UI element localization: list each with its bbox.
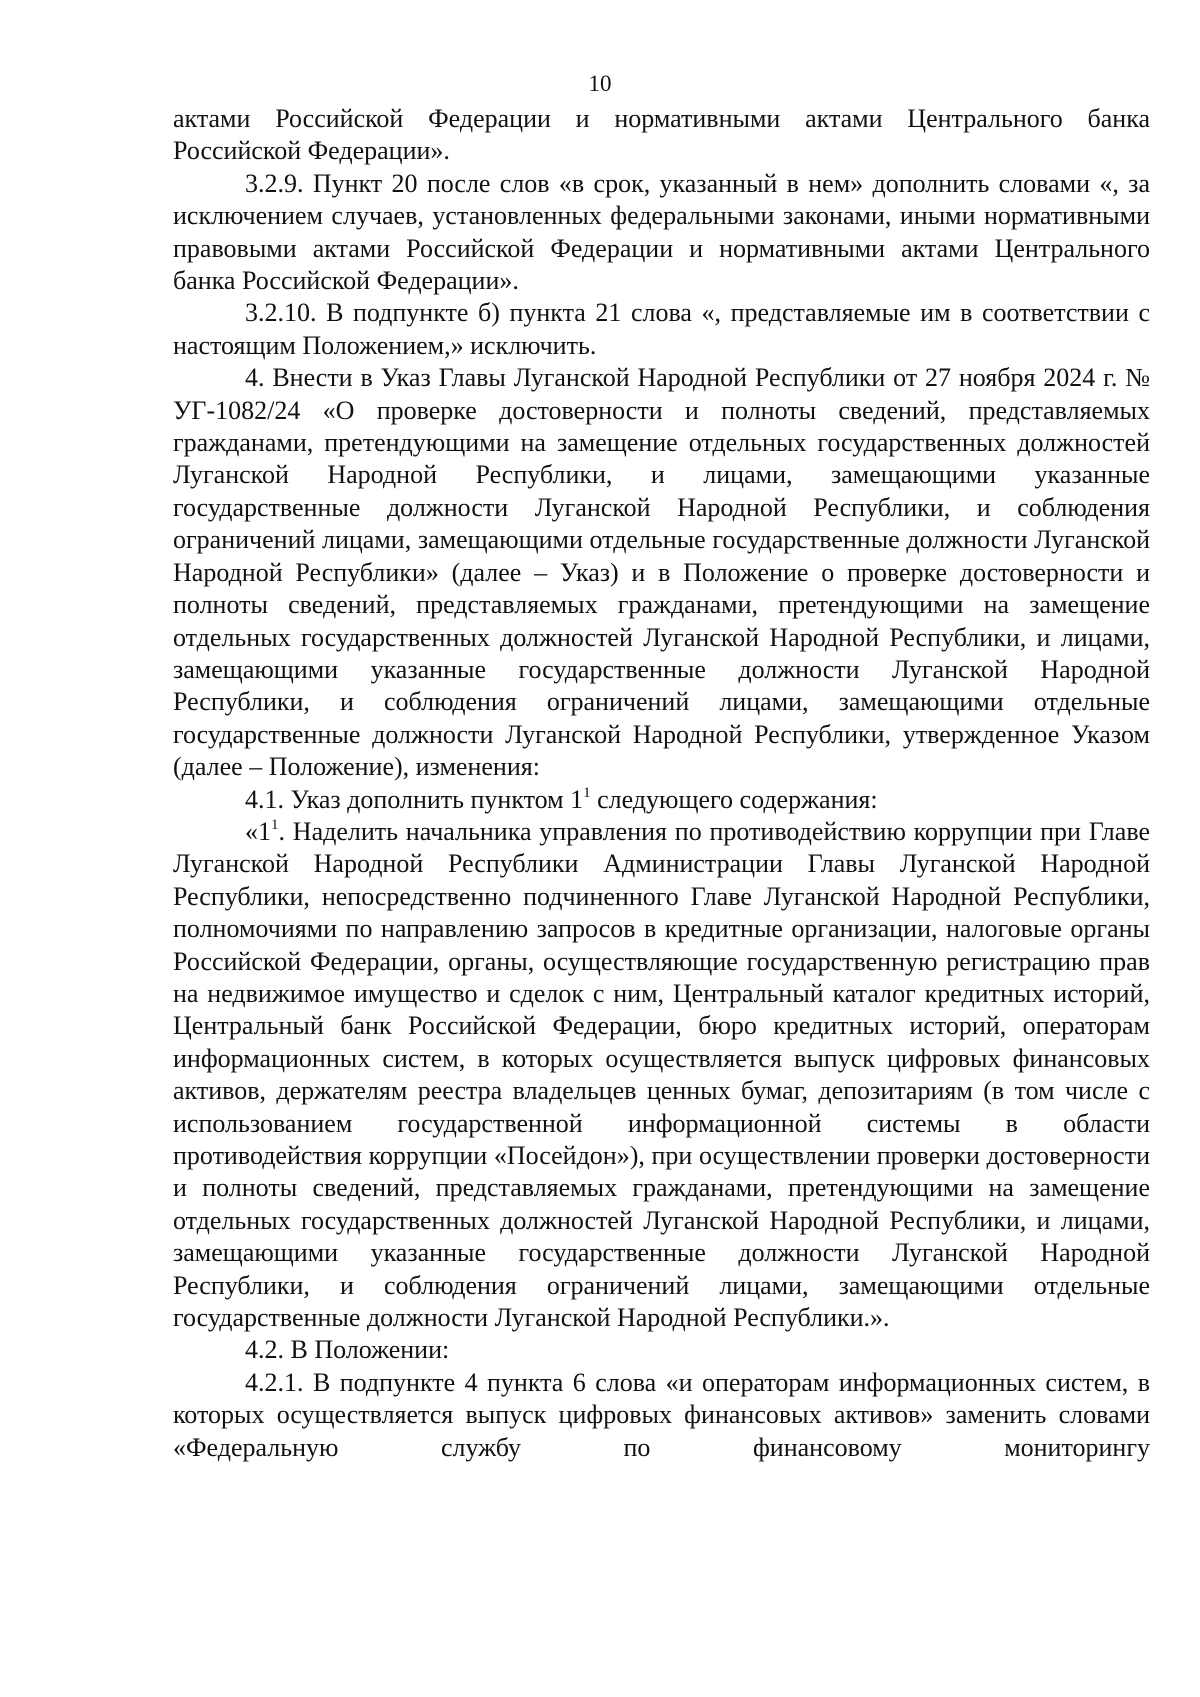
page-number: 10	[588, 71, 612, 96]
paragraph-3-2-9: 3.2.9. Пункт 20 после слов «в срок, указанный в нем» дополнить словами «, за исключением случаев, установленных федеральными законами, иными нормативными правовыми актами Российской Федерации и нормативными актами Центрального банка Российской Федерации».	[173, 168, 1150, 296]
paragraph-4-1-text: 4.1. Указ дополнить пунктом 1	[245, 784, 584, 814]
superscript-1: 1	[583, 784, 591, 801]
paragraph-4-1-text-end: следующего содержания:	[590, 784, 878, 814]
paragraph-4: 4. Внести в Указ Главы Луганской Народной Республики от 27 ноября 2024 г. № УГ-1082/24 «О проверке достоверности и полноты сведений, представляемых гражданами, претендующими на замещение отдельных государственных должностей Луганской Народной Республики, и лицами, замещающими указанные государственные должности Луганской Народной Республики, и соблюдения ограничений лицами, замещающими отдельные государственные должности Луганской Народной Республики» (далее – Указ) и в Положение о проверке достоверности и полноты сведений, представляемых гражданами, претендующими на замещение отдельных государственных должностей Луганской Народной Республики, и лицами, замещающими указанные государственные должности Луганской Народной Республики, и соблюдения ограничений лицами, замещающими отдельные государственные должности Луганской Народной Республики, утвержденное Указом (далее – Положение), изменения:	[173, 363, 1150, 782]
superscript-1: 1	[271, 816, 279, 833]
paragraph-4-2: 4.2. В Положении:	[245, 1335, 450, 1365]
quoted-item-text: . Наделить начальника управления по противодействию коррупции при Главе Луганской Народной Республики Администрации Главы Луганской Народной Республики, непосредственно подчиненного Главе Луганской Народной Республики, полномочиями по направлению запросов в кредитные организации, налоговые органы Российской Федерации, органы, осуществляющие государственную регистрацию прав на недвижимое имущество и сделок с ним, Центральный каталог кредитных историй, Центральный банк Российской Федерации, бюро кредитных историй, операторам информационных систем, в которых осуществляется выпуск цифровых финансовых активов, держателям реестра владельцев ценных бумаг, депозитариям (в том числе с использованием государственной информационной системы в области противодействия коррупции «Посейдон»), при осуществлении проверки достоверности и полноты сведений, представляемых гражданами, претендующими на замещение отдельных государственных должностей Луганской Народной Республики, и лицами, замещающими указанные государственные должности Луганской Народной Республики, и соблюдения ограничений лицами, замещающими отдельные государственные должности Луганской Народной Республики.».	[173, 816, 1150, 1333]
paragraph-4-1	[173, 784, 1150, 816]
paragraph-3-2-10: 3.2.10. В подпункте б) пункта 21 слова «, представляемые им в соответствии с настоящим Положением,» исключить.	[173, 298, 1150, 360]
paragraph-continuation: актами Российской Федерации и нормативными актами Центрального банка Российской Федерации».	[173, 104, 1150, 166]
paragraph-4-2-1: 4.2.1. В подпункте 4 пункта 6 слова «и операторам информационных систем, в которых осуществляется выпуск цифровых финансовых активов» заменить словами «Федеральную службу по финансовому мониторингу	[173, 1367, 1150, 1462]
paragraph-quoted-item-1-1	[173, 816, 1150, 1335]
quoted-item-start: «1	[245, 816, 271, 846]
document-body	[173, 103, 1150, 1464]
